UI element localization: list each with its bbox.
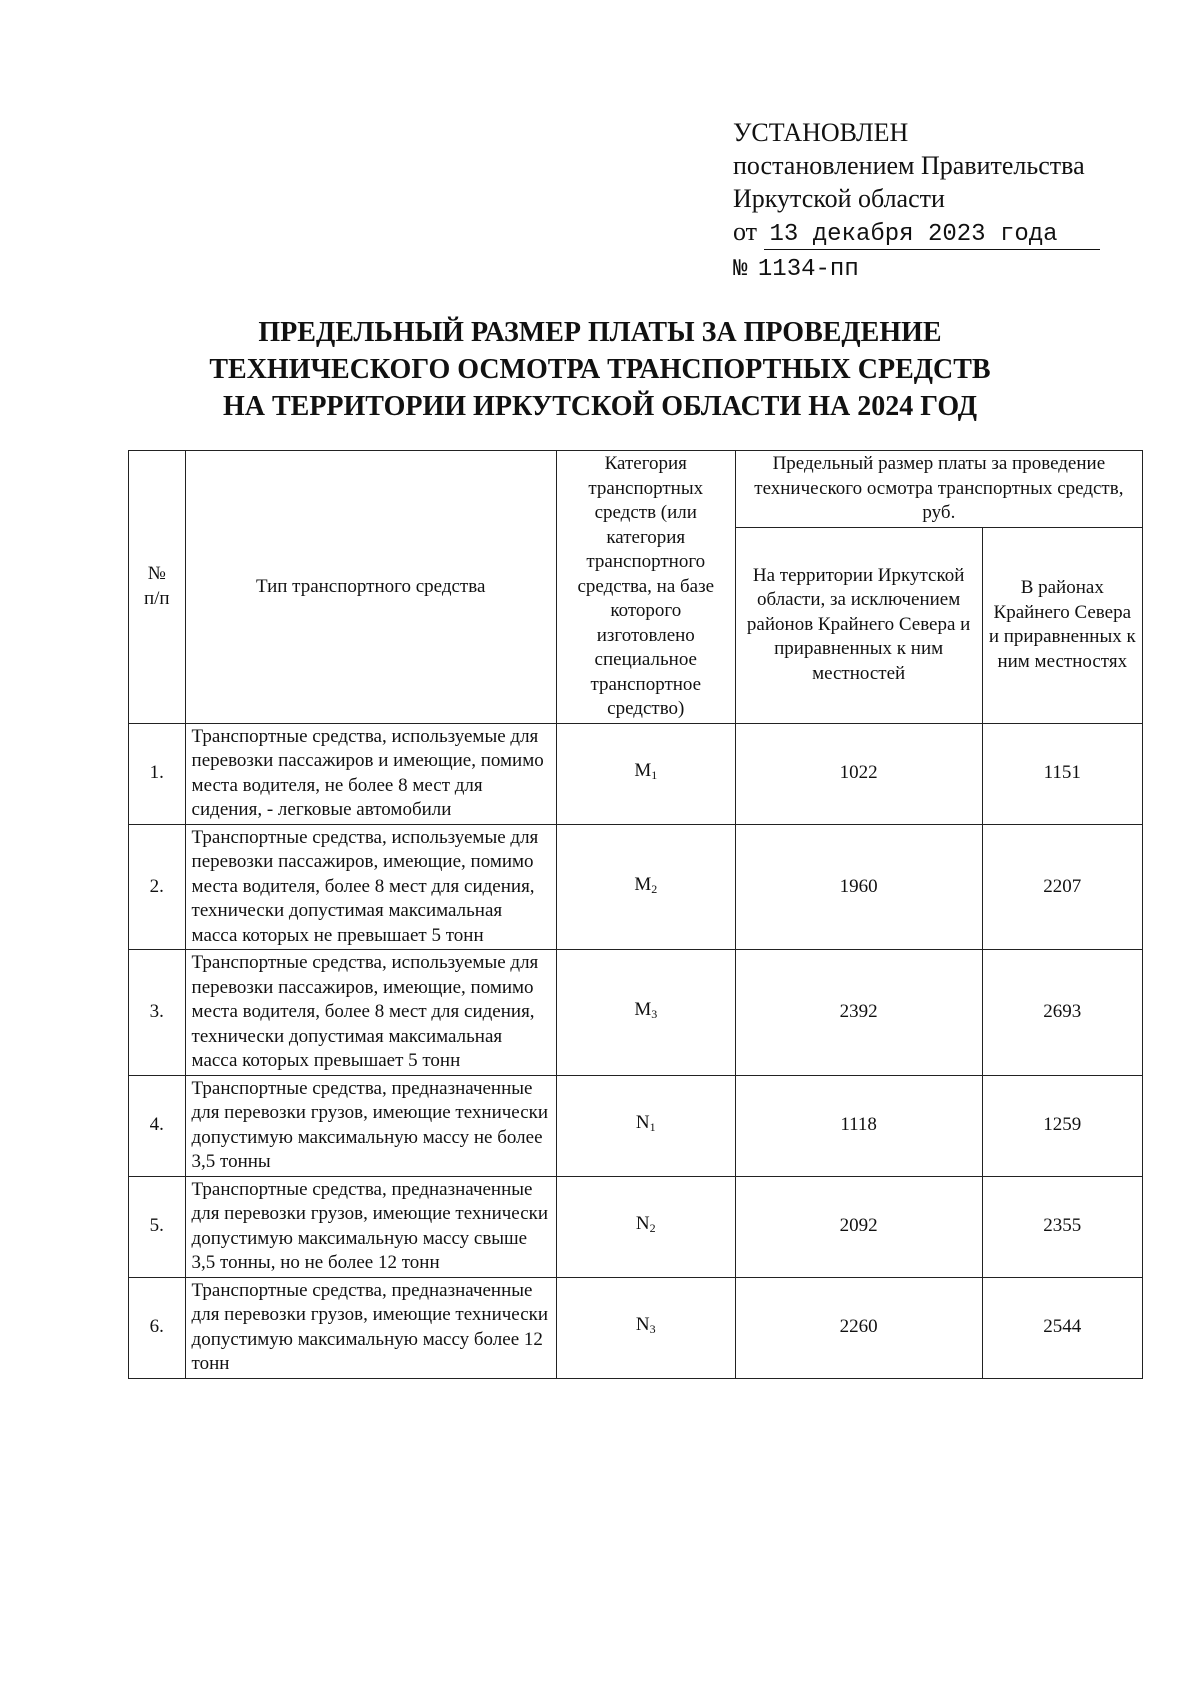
row-fee-main: 2092	[735, 1176, 982, 1277]
row-fee-north: 1151	[982, 723, 1142, 824]
row-category	[556, 1277, 735, 1378]
approval-date-line	[733, 215, 1133, 250]
row-fee-main: 1118	[735, 1075, 982, 1176]
fee-table	[128, 450, 1143, 1379]
table-row	[129, 950, 1143, 1076]
header-vehicle-type: Тип транспортного средства	[185, 451, 556, 724]
row-vehicle-type: Транспортные средства, предназначенные для перевозки грузов, имеющие технически допустимую максимальную массу не более 3,5 тонны	[185, 1075, 556, 1176]
row-vehicle-type: Транспортные средства, используемые для перевозки пассажиров, имеющие, помимо места водителя, более 8 мест для сидения, технически допустимая максимальная масса которых не превышает 5 тонн	[185, 824, 556, 950]
row-fee-north: 2207	[982, 824, 1142, 950]
approval-number-value: 1134-пп	[757, 256, 859, 283]
row-category-index: 2	[651, 881, 658, 896]
header-fee-main-territory: На территории Иркутской области, за исключением районов Крайнего Севера и приравненных к ним местностей	[735, 527, 982, 723]
table-header-row	[129, 451, 1143, 528]
header-number-abbr: п/п	[143, 587, 170, 609]
approval-stamp-block	[733, 116, 1133, 286]
row-category	[556, 824, 735, 950]
approval-line-resolution: постановлением Правительства	[733, 151, 1085, 180]
row-number: 2.	[129, 824, 186, 950]
row-number: 3.	[129, 950, 186, 1076]
row-category-letter: N	[635, 1112, 650, 1134]
approval-heading: УСТАНОВЛЕН	[733, 118, 909, 147]
row-fee-main: 1022	[735, 723, 982, 824]
row-fee-main: 1960	[735, 824, 982, 950]
row-fee-north: 2544	[982, 1277, 1142, 1378]
document-title-line-2: ТЕХНИЧЕСКОГО ОСМОТРА ТРАНСПОРТНЫХ СРЕДСТВ	[209, 354, 991, 385]
row-fee-north: 1259	[982, 1075, 1142, 1176]
approval-number-prefix: №	[733, 256, 748, 283]
table-row	[129, 1176, 1143, 1277]
row-vehicle-type: Транспортные средства, используемые для перевозки пассажиров, имеющие, помимо места водителя, более 8 мест для сидения, технически допустимая максимальная масса которых превышает 5 тонн	[185, 950, 556, 1076]
approval-number-line	[733, 250, 1133, 286]
header-number	[129, 451, 186, 724]
row-category-index: 2	[649, 1221, 656, 1236]
header-fee-group: Предельный размер платы за проведение технического осмотра транспортных средств, руб.	[735, 451, 1142, 528]
row-vehicle-type: Транспортные средства, предназначенные для перевозки грузов, имеющие технически допустимую максимальную массу более 12 тонн	[185, 1277, 556, 1378]
row-category-index: 1	[651, 768, 658, 783]
row-category-index: 3	[651, 1007, 658, 1021]
header-number-sign: №	[147, 563, 166, 585]
table-row	[129, 824, 1143, 950]
row-category	[556, 1075, 735, 1176]
row-category-letter: N	[635, 1213, 650, 1235]
approval-date-value: 13 декабря 2023 года	[764, 221, 1100, 250]
table-row	[129, 1277, 1143, 1378]
row-category-letter: M	[634, 760, 652, 782]
row-number: 6.	[129, 1277, 186, 1378]
document-title-line-1: ПРЕДЕЛЬНЫЙ РАЗМЕР ПЛАТЫ ЗА ПРОВЕДЕНИЕ	[258, 317, 942, 348]
row-fee-main: 2260	[735, 1277, 982, 1378]
row-fee-north: 2693	[982, 950, 1142, 1076]
row-number: 5.	[129, 1176, 186, 1277]
header-fee-far-north: В районах Крайнего Севера и приравненных к ним местностях	[982, 527, 1142, 723]
row-number: 4.	[129, 1075, 186, 1176]
row-fee-main: 2392	[735, 950, 982, 1076]
row-category-letter: M	[634, 873, 652, 895]
row-category-index: 1	[649, 1120, 656, 1135]
approval-line-region: Иркутской области	[733, 184, 945, 213]
row-fee-north: 2355	[982, 1176, 1142, 1277]
row-category-letter: M	[634, 999, 652, 1020]
row-category-letter: N	[635, 1314, 650, 1336]
row-vehicle-type: Транспортные средства, предназначенные для перевозки грузов, имеющие технически допустимую максимальную массу свыше 3,5 тонны, но не более 12 тонн	[185, 1176, 556, 1277]
row-category	[556, 950, 735, 1076]
document-title-line-3: НА ТЕРРИТОРИИ ИРКУТСКОЙ ОБЛАСТИ НА 2024 ГОД	[222, 391, 978, 422]
document-title	[130, 314, 1070, 425]
table-row	[129, 1075, 1143, 1176]
row-number: 1.	[129, 723, 186, 824]
table-row	[129, 723, 1143, 824]
row-category	[556, 1176, 735, 1277]
header-category: Категория транспортных средств (или категория транспортного средства, на базе которого изготовлено специальное транспортное средство)	[556, 451, 735, 724]
row-category	[556, 723, 735, 824]
row-vehicle-type: Транспортные средства, используемые для перевозки пассажиров и имеющие, помимо места водителя, не более 8 мест для сидения, - легковые автомобили	[185, 723, 556, 824]
row-category-index: 3	[649, 1322, 656, 1337]
approval-date-prefix: от	[733, 217, 758, 246]
